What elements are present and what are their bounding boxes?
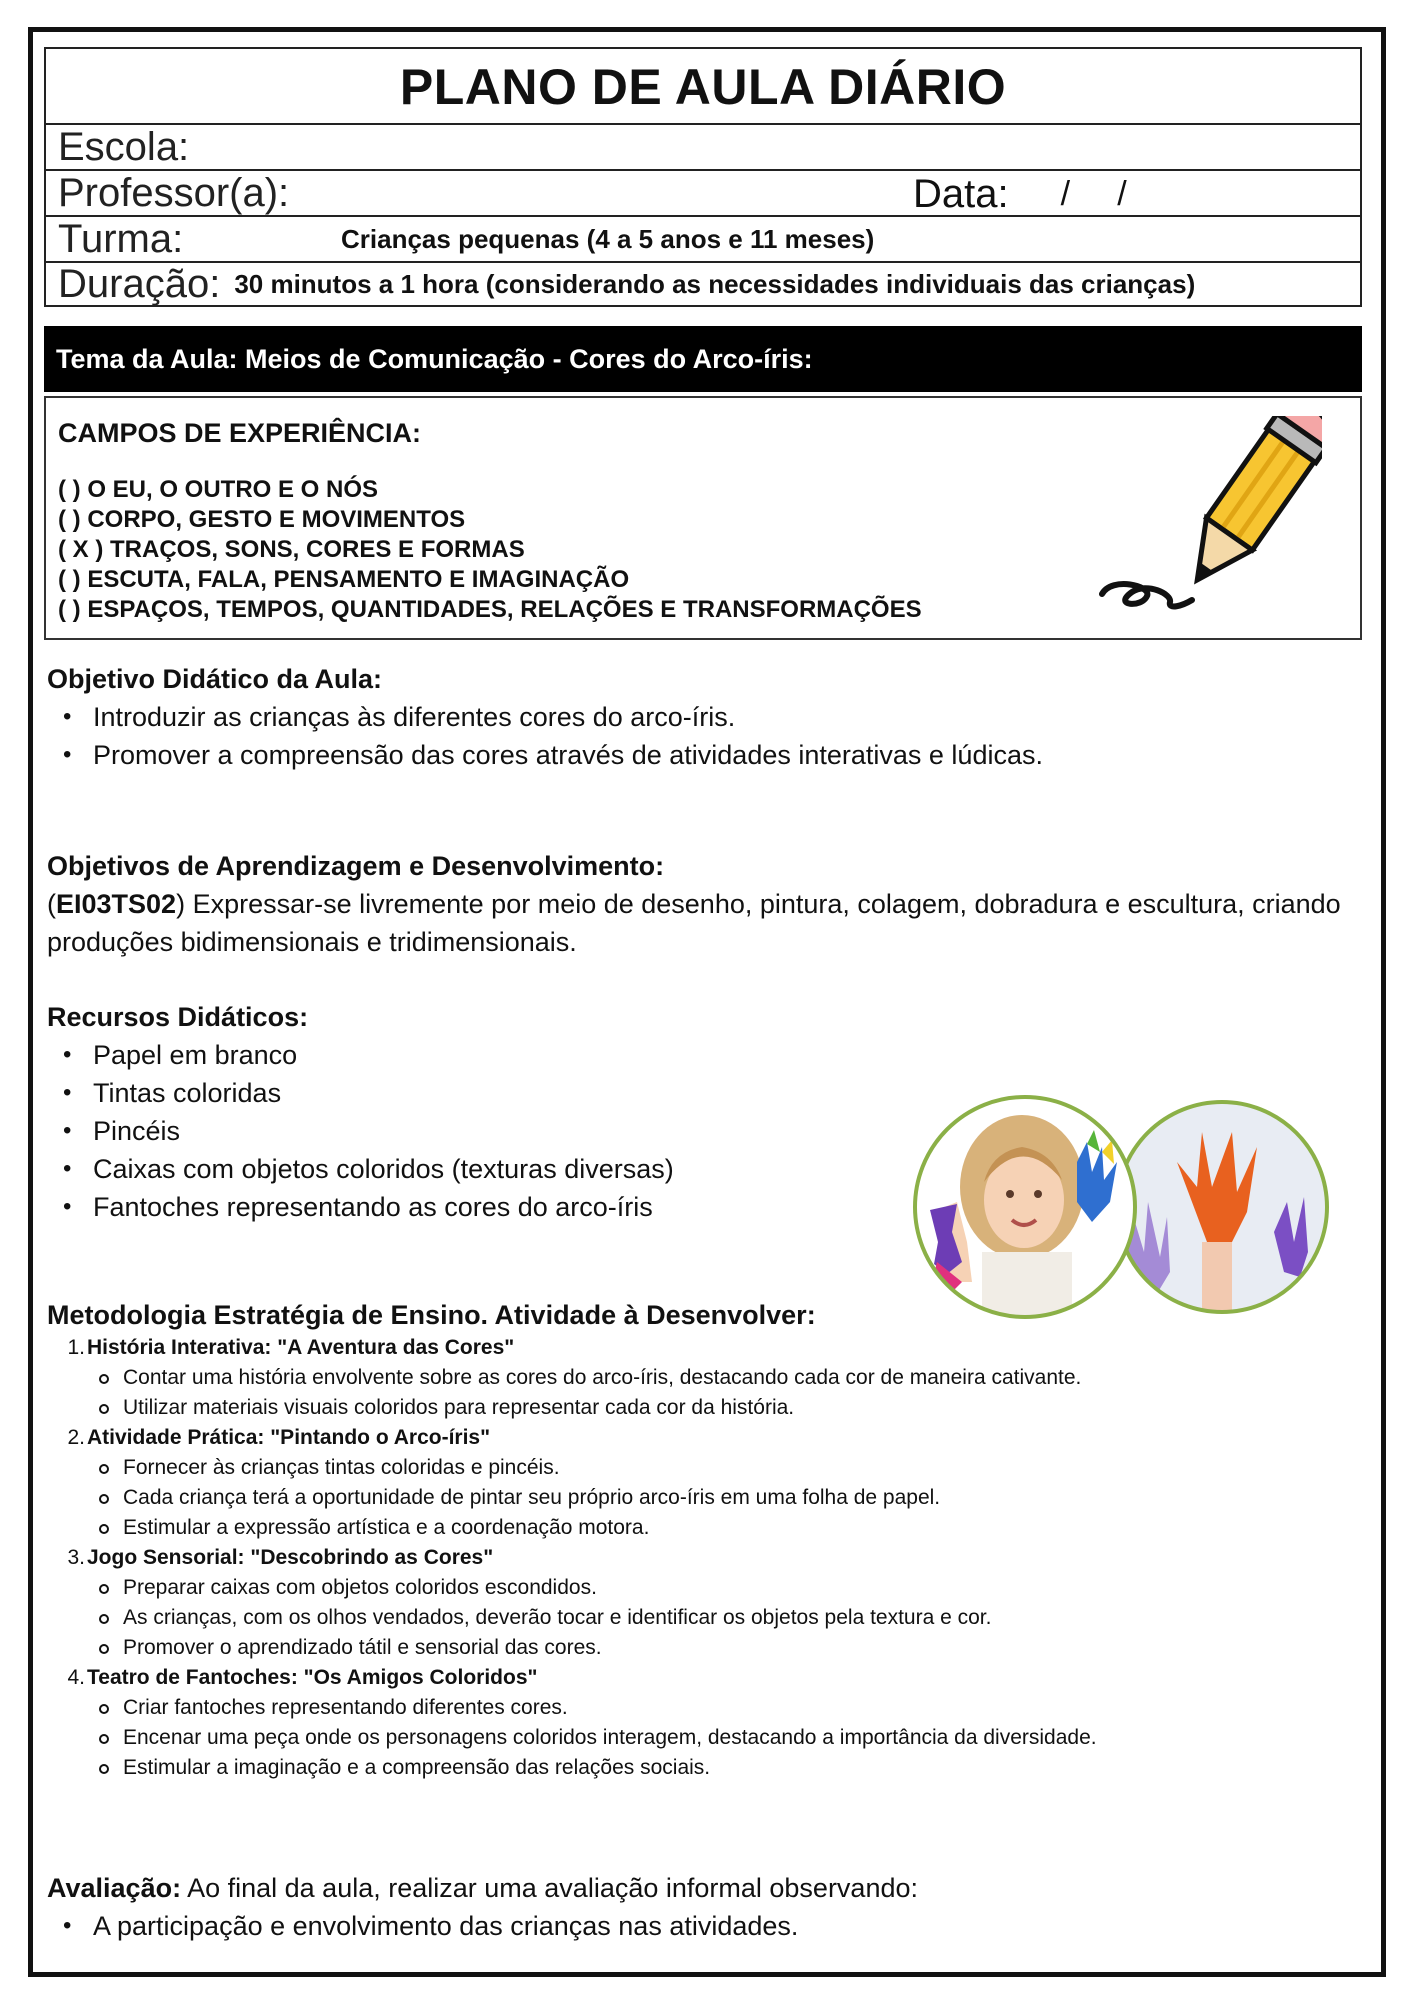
campos-title: CAMPOS DE EXPERIÊNCIA: [58,418,422,448]
avaliacao-section [47,1869,1367,1945]
step-item: 4.Teatro de Fantoches: "Os Amigos Coloridos" [67,1666,538,1689]
step-subitem: Preparar caixas com objetos coloridos escondidos. [123,1573,1367,1603]
pencil-icon [1092,416,1322,616]
objetivos-aprendizagem-body: Expressar-se livremente por meio de desenho, pintura, colagem, dobradura e escultura, criando produções bidimensionais e tridimensionais. [47,889,1341,957]
metodologia-title: Metodologia Estratégia de Ensino. Atividade à Desenvolver: [47,1300,816,1330]
step-title: Teatro de Fantoches: "Os Amigos Coloridos" [87,1666,538,1689]
step-subitem: Cada criança terá a oportunidade de pintar seu próprio arco-íris em uma folha de papel. [123,1483,1367,1513]
turma-value: Crianças pequenas (4 a 5 anos e 11 meses) [341,223,875,254]
step-title: História Interativa: "A Aventura das Cores" [87,1336,515,1359]
list-item: • Fantoches representando as cores do arco-íris [93,1188,1367,1226]
turma-label: Turma: [58,216,184,261]
bncc-code: EI03TS02 [56,889,177,919]
list-item: • Tintas coloridas [93,1074,1367,1112]
objetivos-aprendizagem-section [47,847,1367,961]
step-subitem: Contar uma história envolvente sobre as cores do arco-íris, destacando cada cor de maneira cativante. [123,1363,1367,1393]
objetivo-didatico-section [47,660,1367,774]
step-item: 3.Jogo Sensorial: "Descobrindo as Cores" [67,1546,494,1569]
campo-item: ( ) O EU, O OUTRO E O NÓS [58,476,379,503]
tema-bar: Tema da Aula: Meios de Comunicação - Cores do Arco-íris: [44,326,1362,392]
list-item: • Papel em branco [93,1036,1367,1074]
recursos-title: Recursos Didáticos: [47,1002,309,1032]
professor-label: Professor(a): [58,170,290,215]
objetivo-didatico-list [47,698,1367,774]
avaliacao-list [47,1907,1367,1945]
professor-row [44,169,1362,215]
step-subitem: Encenar uma peça onde os personagens coloridos interagem, destacando a importância da diversidade. [123,1723,1367,1753]
step-subitem: As crianças, com os olhos vendados, deverão tocar e identificar os objetos pela textura e cor. [123,1603,1367,1633]
step-subitem: Criar fantoches representando diferentes cores. [123,1693,1367,1723]
list-item: • Caixas com objetos coloridos (texturas diversas) [93,1150,1367,1188]
campo-item: ( ) ESCUTA, FALA, PENSAMENTO E IMAGINAÇÃO [58,566,630,593]
step-subitem: Promover o aprendizado tátil e sensorial das cores. [123,1633,1367,1663]
step-item: 1.História Interativa: "A Aventura das Cores" [67,1336,515,1359]
list-item: • Pincéis [93,1112,1367,1150]
page-title: PLANO DE AULA DIÁRIO [44,47,1362,123]
campo-item: ( X ) TRAÇOS, SONS, CORES E FORMAS [58,536,525,563]
data-slashes: / / [1060,174,1127,213]
list-item: • A participação e envolvimento das crianças nas atividades. [93,1907,1367,1945]
campos-box [44,396,1362,640]
objetivos-aprendizagem-text: (EI03TS02) Expressar-se livremente por meio de desenho, pintura, colagem, dobradura e escultura, criando produções bidimensionais e tridimensionais. [47,889,1341,957]
data-label: Data: [913,171,1009,216]
step-item: 2.Atividade Prática: "Pintando o Arco-íris" [67,1426,491,1449]
step-subitem: Estimular a imaginação e a compreensão das relações sociais. [123,1753,1367,1783]
avaliacao-text [47,1869,1367,1907]
campo-item: ( ) CORPO, GESTO E MOVIMENTOS [58,506,466,533]
duracao-value: 30 minutos a 1 hora (considerando as necessidades individuais das crianças) [234,268,1196,299]
metodologia-section [47,1297,1367,1783]
turma-row [44,215,1362,261]
avaliacao-body: Ao final da aula, realizar uma avaliação informal observando: [181,1873,919,1903]
step-subitem: Utilizar materiais visuais coloridos para representar cada cor da história. [123,1393,1367,1423]
list-item: • Introduzir as crianças às diferentes cores do arco-íris. [93,698,1367,736]
step-subitem: Fornecer às crianças tintas coloridas e pincéis. [123,1453,1367,1483]
escola-row [44,123,1362,169]
step-subitem: Estimular a expressão artística e a coordenação motora. [123,1513,1367,1543]
data-field [913,171,1127,217]
header-table [44,47,1362,307]
objetivos-aprendizagem-title: Objetivos de Aprendizagem e Desenvolvimento: [47,851,665,881]
avaliacao-label: Avaliação: [47,1873,182,1903]
children-paint-photos [912,1092,1337,1322]
step-title: Jogo Sensorial: "Descobrindo as Cores" [87,1546,494,1569]
escola-label: Escola: [58,124,190,169]
duracao-label: Duração: [58,261,221,306]
objetivo-didatico-title: Objetivo Didático da Aula: [47,664,383,694]
list-item: • Promover a compreensão das cores através de atividades interativas e lúdicas. [93,736,1367,774]
duracao-row [44,261,1362,307]
step-title: Atividade Prática: "Pintando o Arco-íris" [87,1426,491,1449]
campo-item: ( ) ESPAÇOS, TEMPOS, QUANTIDADES, RELAÇÕES E TRANSFORMAÇÕES [58,596,922,623]
